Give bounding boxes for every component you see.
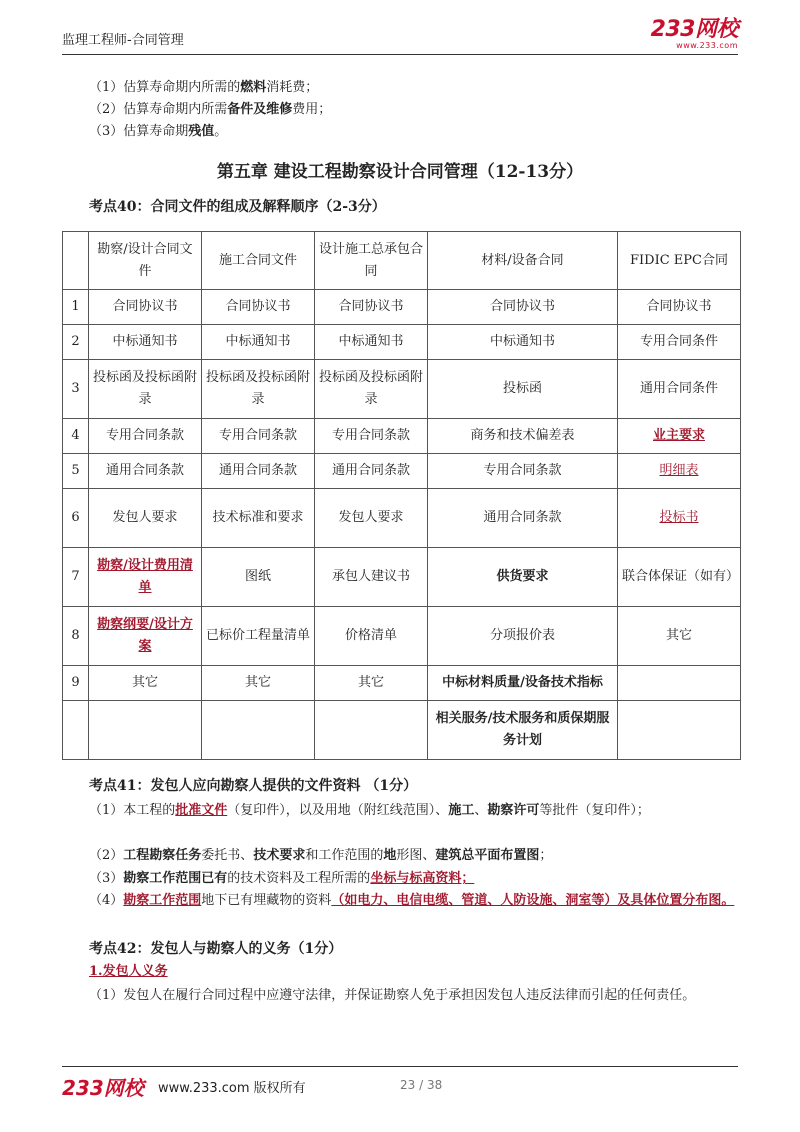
intro-item-1 xyxy=(89,77,331,99)
table-cell-link[interactable]: 勘察纲要/设计方案 xyxy=(89,607,202,666)
header-logo[interactable] xyxy=(650,17,738,50)
contract-docs-table xyxy=(62,231,741,760)
table-cell: 投标函 xyxy=(428,360,618,419)
highlight-link[interactable]: 勘察工作范围 xyxy=(123,893,202,908)
text: （3） xyxy=(89,871,124,886)
text: 形图、 xyxy=(396,848,436,863)
table-cell xyxy=(618,666,741,701)
header-title: 监理工程师-合同管理 xyxy=(62,33,184,48)
text: （2） xyxy=(89,848,124,863)
kp42-subheading[interactable]: 1.发包人义务 xyxy=(89,964,168,979)
intro-text: 费用； xyxy=(292,102,332,117)
table-cell: 专用合同条款 xyxy=(428,454,618,489)
highlight-link[interactable]: 坐标与标高资料； xyxy=(370,871,475,886)
table-row xyxy=(63,548,741,607)
table-cell: 图纸 xyxy=(202,548,315,607)
kp42-heading: 考点42：发包人与勘察人的义务（1分） xyxy=(89,941,343,957)
bold-text: 地 xyxy=(383,848,397,863)
page-number: 23 / 38 xyxy=(400,1078,443,1092)
row-number: 8 xyxy=(63,607,89,666)
header-cell: 勘察/设计合同文件 xyxy=(89,232,202,290)
table-cell: 其它 xyxy=(315,666,428,701)
table-cell: 中标材料质量/设备技术指标 xyxy=(428,666,618,701)
table-row xyxy=(63,489,741,548)
row-number: 5 xyxy=(63,454,89,489)
table-cell: 技术标准和要求 xyxy=(202,489,315,548)
bold-text: 技术要求 xyxy=(253,848,306,863)
row-number: 7 xyxy=(63,548,89,607)
table-row xyxy=(63,360,741,419)
text: 委托书、 xyxy=(201,848,254,863)
text: 、 xyxy=(474,803,488,818)
header-cell: FIDIC EPC合同 xyxy=(618,232,741,290)
table-cell xyxy=(89,701,202,760)
text: （1）本工程的 xyxy=(89,803,176,818)
bold-text: 建筑总平面布置图 xyxy=(435,848,540,863)
header-cell xyxy=(63,232,89,290)
table-header-row xyxy=(63,232,741,290)
row-number: 4 xyxy=(63,419,89,454)
text: 和工作范围的 xyxy=(305,848,384,863)
bold-text: 勘察工作范围已有 xyxy=(123,871,228,886)
table-cell: 合同协议书 xyxy=(428,290,618,325)
table-cell: 中标通知书 xyxy=(315,325,428,360)
intro-text: 消耗费； xyxy=(266,80,319,95)
table-cell: 合同协议书 xyxy=(202,290,315,325)
table-row xyxy=(63,419,741,454)
table-cell: 专用合同条款 xyxy=(202,419,315,454)
text: 地下已有埋藏物的资料 xyxy=(201,893,332,908)
text: （复印件），以及用地（附红线范围）、 xyxy=(227,803,449,818)
table-cell xyxy=(618,701,741,760)
table-cell: 供货要求 xyxy=(428,548,618,607)
table-cell xyxy=(315,701,428,760)
footer-rule xyxy=(62,1066,738,1067)
intro-text: （1）估算寿命期内所需的 xyxy=(89,80,241,95)
table-cell: 投标函及投标函附录 xyxy=(202,360,315,419)
row-number: 3 xyxy=(63,360,89,419)
table-cell: 其它 xyxy=(618,607,741,666)
text: ； xyxy=(539,848,553,863)
table-cell: 专用合同条款 xyxy=(315,419,428,454)
text: 等批件（复印件）； xyxy=(539,803,650,818)
table-cell: 相关服务/技术服务和质保期服务计划 xyxy=(428,701,618,760)
table-cell: 投标函及投标函附录 xyxy=(315,360,428,419)
table-cell: 价格清单 xyxy=(315,607,428,666)
intro-bold: 残值 xyxy=(188,124,215,139)
table-cell: 发包人要求 xyxy=(89,489,202,548)
table-cell: 通用合同条款 xyxy=(428,489,618,548)
text: （4） xyxy=(89,893,124,908)
intro-item-2 xyxy=(89,99,331,121)
kp41-item-1 xyxy=(62,800,740,822)
bold-text: 勘察许可 xyxy=(487,803,540,818)
header-rule xyxy=(62,54,738,55)
table-cell: 中标通知书 xyxy=(428,325,618,360)
footer-copyright: www.233.com 版权所有 xyxy=(158,1081,306,1096)
table-cell: 商务和技术偏差表 xyxy=(428,419,618,454)
logo-url: www.233.com xyxy=(676,41,738,50)
table-cell: 投标函及投标函附录 xyxy=(89,360,202,419)
table-cell-link[interactable]: 明细表 xyxy=(618,454,741,489)
kp40-heading: 考点40：合同文件的组成及解释顺序（2-3分） xyxy=(89,199,386,215)
table-cell: 通用合同条件 xyxy=(618,360,741,419)
table-cell: 发包人要求 xyxy=(315,489,428,548)
table-cell: 中标通知书 xyxy=(202,325,315,360)
table-cell: 通用合同条款 xyxy=(202,454,315,489)
kp42-paragraph: （1）发包人在履行合同过程中应遵守法律，并保证勘察人免于承担因发包人违反法律而引起的任何责任。 xyxy=(89,988,696,1003)
table-cell: 中标通知书 xyxy=(89,325,202,360)
logo-text: 233网校 xyxy=(650,17,738,42)
footer-logo[interactable]: 233网校 xyxy=(62,1076,144,1100)
table-cell: 联合体保证（如有） xyxy=(618,548,741,607)
kp41-heading: 考点41：发包人应向勘察人提供的文件资料 （1分） xyxy=(89,778,418,794)
kp41-item-3 xyxy=(62,868,740,890)
table-cell: 其它 xyxy=(202,666,315,701)
chapter-title: 第五章 建设工程勘察设计合同管理（12-13分） xyxy=(216,162,584,182)
highlight-link[interactable]: 批准文件 xyxy=(175,803,228,818)
table-cell-link[interactable]: 投标书 xyxy=(618,489,741,548)
table-cell: 专用合同条件 xyxy=(618,325,741,360)
row-number: 1 xyxy=(63,290,89,325)
table-cell: 分项报价表 xyxy=(428,607,618,666)
intro-list xyxy=(89,77,331,143)
intro-text: （2）估算寿命期内所需 xyxy=(89,102,228,117)
table-row xyxy=(63,290,741,325)
table-row xyxy=(63,607,741,666)
row-number xyxy=(63,701,89,760)
table-row xyxy=(63,701,741,760)
intro-item-3 xyxy=(89,121,331,143)
kp41-item-2 xyxy=(62,845,740,867)
text: 的技术资料及工程所需的 xyxy=(227,871,371,886)
table-cell: 合同协议书 xyxy=(315,290,428,325)
table-cell: 其它 xyxy=(89,666,202,701)
intro-bold: 燃料 xyxy=(240,80,267,95)
table-cell: 已标价工程量清单 xyxy=(202,607,315,666)
table-cell: 通用合同条款 xyxy=(315,454,428,489)
highlight-link[interactable]: （如电力、电信电缆、管道、人防设施、洞室等）及具体位置分布图。 xyxy=(331,893,735,908)
header-cell: 材料/设备合同 xyxy=(428,232,618,290)
table-cell-link[interactable]: 勘察/设计费用清单 xyxy=(89,548,202,607)
intro-text: （3）估算寿命期 xyxy=(89,124,189,139)
header-cell: 施工合同文件 xyxy=(202,232,315,290)
table-cell-link[interactable]: 业主要求 xyxy=(618,419,741,454)
row-number: 2 xyxy=(63,325,89,360)
intro-bold: 备件及维修 xyxy=(227,102,293,117)
table-cell: 承包人建议书 xyxy=(315,548,428,607)
table-row xyxy=(63,325,741,360)
kp41-item-4 xyxy=(62,890,740,912)
table-row xyxy=(63,454,741,489)
row-number: 6 xyxy=(63,489,89,548)
table-cell: 合同协议书 xyxy=(618,290,741,325)
intro-text: 。 xyxy=(214,124,228,139)
table-cell: 合同协议书 xyxy=(89,290,202,325)
table-cell: 通用合同条款 xyxy=(89,454,202,489)
table-cell: 专用合同条款 xyxy=(89,419,202,454)
table-row xyxy=(63,666,741,701)
bold-text: 施工 xyxy=(448,803,475,818)
row-number: 9 xyxy=(63,666,89,701)
table-cell xyxy=(202,701,315,760)
header-cell: 设计施工总承包合同 xyxy=(315,232,428,290)
bold-text: 工程勘察任务 xyxy=(123,848,202,863)
